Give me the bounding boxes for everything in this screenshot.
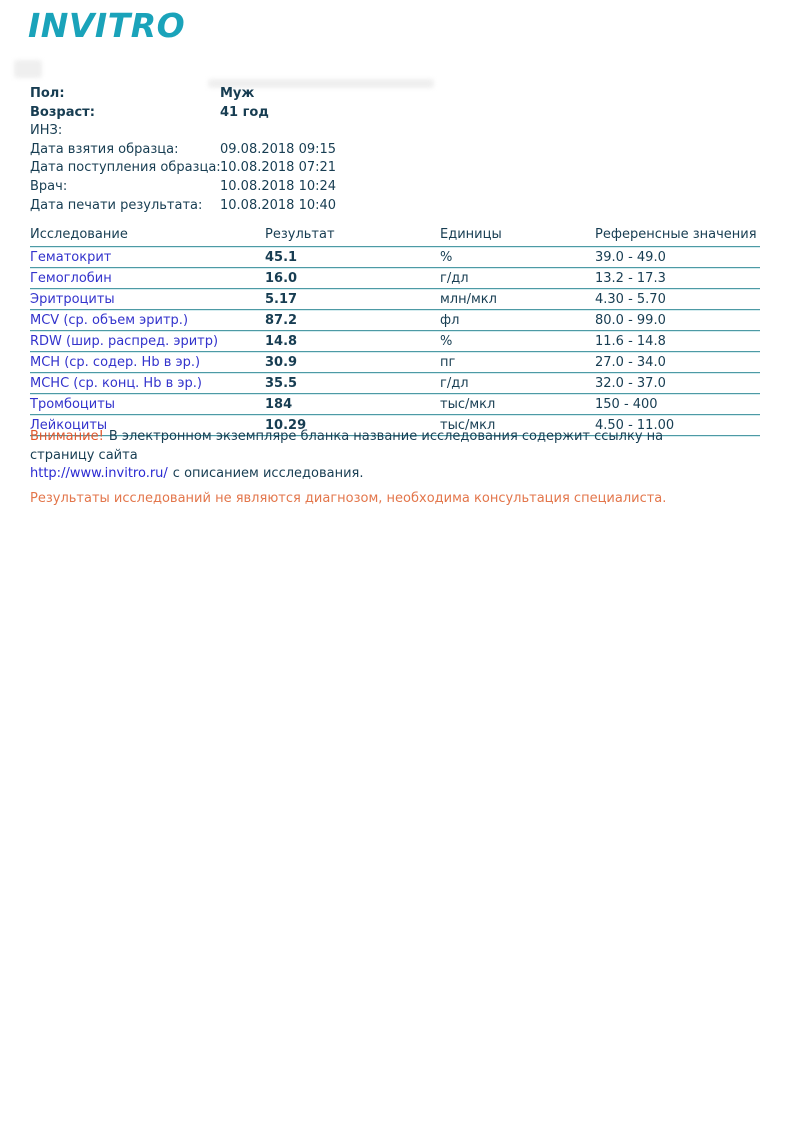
test-name-link[interactable]: MCV (ср. объем эритр.)	[30, 310, 265, 331]
info-value: 10.08.2018 10:24	[220, 178, 337, 194]
info-label: Дата поступления образца:	[30, 160, 221, 176]
result-value: 35.5	[265, 373, 440, 394]
redacted-area	[14, 60, 42, 78]
info-value: 10.08.2018 07:21	[220, 160, 337, 176]
reference-range: 4.30 - 5.70	[595, 289, 760, 310]
invitro-logo: INVITRO	[28, 6, 186, 45]
warning-text-after: с описанием исследования.	[172, 466, 364, 481]
table-row	[30, 352, 760, 373]
reference-range: 11.6 - 14.8	[595, 331, 760, 352]
info-label: Дата взятия образца:	[30, 141, 179, 157]
result-value: 87.2	[265, 310, 440, 331]
test-name-link[interactable]: MCHC (ср. конц. Hb в эр.)	[30, 373, 265, 394]
patient-info-row	[30, 85, 450, 104]
units-value: %	[440, 331, 595, 352]
table-row	[30, 289, 760, 310]
reference-range: 39.0 - 49.0	[595, 247, 760, 268]
patient-info-row	[30, 104, 450, 123]
test-name-link[interactable]: RDW (шир. распред. эритр)	[30, 331, 265, 352]
result-value: 45.1	[265, 247, 440, 268]
result-value: 30.9	[265, 352, 440, 373]
result-value: 184	[265, 394, 440, 415]
warning-note	[30, 428, 730, 484]
footer-notes	[30, 428, 730, 508]
table-row	[30, 394, 760, 415]
reference-range: 4.50 - 11.00	[595, 415, 760, 436]
units-value: фл	[440, 310, 595, 331]
reference-range: 80.0 - 99.0	[595, 310, 760, 331]
info-value: 41 год	[220, 104, 269, 120]
results-table	[30, 226, 760, 436]
result-value: 10.29	[265, 415, 440, 436]
test-name-link[interactable]: Эритроциты	[30, 289, 265, 310]
test-name-link[interactable]: Тромбоциты	[30, 394, 265, 415]
patient-info-row	[30, 197, 450, 216]
units-value: г/дл	[440, 268, 595, 289]
info-label: Пол:	[30, 86, 65, 101]
invitro-url-link[interactable]: http://www.invitro.ru/	[30, 466, 168, 481]
patient-info-row	[30, 159, 450, 178]
info-label: Возраст:	[30, 104, 95, 120]
info-label: Дата печати результата:	[30, 197, 203, 213]
column-header-result: Результат	[265, 226, 440, 247]
result-value: 16.0	[265, 268, 440, 289]
test-name-link[interactable]: MCH (ср. содер. Hb в эр.)	[30, 352, 265, 373]
test-name-link[interactable]: Гемоглобин	[30, 268, 265, 289]
table-row	[30, 268, 760, 289]
table-row	[30, 310, 760, 331]
table-header-row	[30, 226, 760, 247]
patient-info	[30, 85, 450, 215]
table-row	[30, 247, 760, 268]
patient-info-row	[30, 122, 450, 141]
result-value: 5.17	[265, 289, 440, 310]
column-header-reference: Референсные значения	[595, 226, 760, 247]
test-name-link[interactable]: Гематокрит	[30, 247, 265, 268]
reference-range: 32.0 - 37.0	[595, 373, 760, 394]
info-value: 10.08.2018 10:40	[220, 197, 337, 213]
units-value: %	[440, 247, 595, 268]
disclaimer-note: Результаты исследований не являются диагнозом, необходима консультация специалиста.	[30, 490, 667, 506]
info-label: ИНЗ:	[30, 123, 63, 139]
patient-info-row	[30, 141, 450, 160]
info-value: Муж	[220, 86, 255, 101]
table-row	[30, 373, 760, 394]
units-value: млн/мкл	[440, 289, 595, 310]
units-value: тыс/мкл	[440, 415, 595, 436]
table-row	[30, 331, 760, 352]
reference-range: 150 - 400	[595, 394, 760, 415]
patient-info-row	[30, 178, 450, 197]
column-header-units: Единицы	[440, 226, 595, 247]
units-value: тыс/мкл	[440, 394, 595, 415]
info-label: Врач:	[30, 178, 68, 194]
warning-text: В электронном экземпляре бланка название исследования содержит ссылку на страницу сайта	[30, 429, 664, 463]
reference-range: 27.0 - 34.0	[595, 352, 760, 373]
units-value: г/дл	[440, 373, 595, 394]
result-value: 14.8	[265, 331, 440, 352]
reference-range: 13.2 - 17.3	[595, 268, 760, 289]
test-name-link[interactable]: Лейкоциты	[30, 415, 265, 436]
units-value: пг	[440, 352, 595, 373]
warning-label: Внимание!	[30, 429, 104, 444]
column-header-test: Исследование	[30, 226, 265, 247]
info-value: 09.08.2018 09:15	[220, 141, 337, 157]
